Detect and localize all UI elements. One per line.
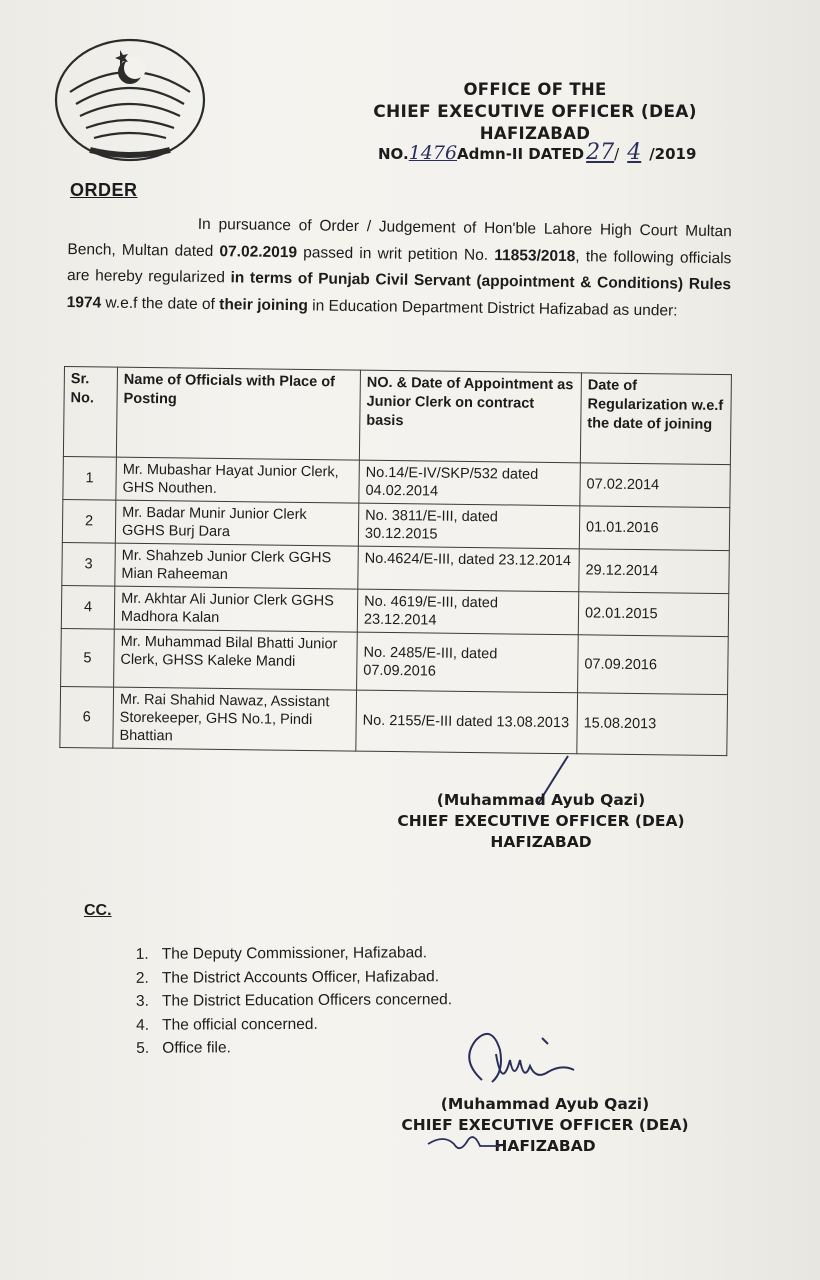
- header-appointment: NO. & Date of Appointment as Junior Clerk on contract basis: [359, 370, 581, 463]
- ref-number-handwritten: 1476: [408, 142, 458, 164]
- punjab-emblem-icon: [50, 32, 210, 162]
- signatory-title: CHIEF EXECUTIVE OFFICER (DEA): [401, 1116, 689, 1134]
- office-title-line3: HAFIZABAD: [479, 124, 591, 143]
- cc-label: CC.: [84, 902, 112, 919]
- signatory-name: (Muhammad Ayub Qazi): [436, 791, 646, 809]
- ref-year: /2019: [649, 145, 697, 163]
- list-item: 4. The official concerned.: [136, 1015, 318, 1034]
- initials-scribble-icon: [424, 1128, 504, 1158]
- office-title-line2: CHIEF EXECUTIVE OFFICER (DEA): [373, 102, 697, 122]
- table-row: 6 Mr. Rai Shahid Nawaz, Assistant Storekeeper, GHS No.1, Pindi Bhattian No. 2155/E-III dated 13.08.2013 15.08.2013: [60, 686, 728, 755]
- table-row: 3 Mr. Shahzeb Junior Clerk GGHS Mian Raheeman No.4624/E-III, dated 23.12.2014 29.12.2014: [62, 542, 729, 593]
- signature-block-1: [376, 790, 706, 853]
- reference-line: NO.1476Admn-II DATED27/ 4 /2019: [378, 140, 697, 165]
- office-title-line1: OFFICE OF THE: [463, 80, 607, 99]
- ref-month-handwritten: 4: [627, 140, 642, 165]
- order-paragraph: In pursuance of Order / Judgement of Hon'ble Lahore High Court Multan Bench, Multan dated 07.02.2019 passed in writ petition No. 11853/2018, the following officials are hereby regularized in terms of Punjab Civil Servant (appointment & Conditions) Rules 1974 w.e.f the date of their joining in Education Department District Hafizabad as under:: [66, 215, 732, 320]
- list-item: 3. The District Education Officers concerned.: [135, 991, 453, 1010]
- order-date: 07.02.2019: [219, 242, 298, 261]
- writ-number: 11853/2018: [494, 246, 576, 265]
- handwritten-signature-icon: [452, 1020, 592, 1100]
- signatory-title: CHIEF EXECUTIVE OFFICER (DEA): [397, 812, 685, 830]
- list-item: 2. The District Accounts Officer, Hafizabad.: [135, 967, 440, 987]
- table-row: 4 Mr. Akhtar Ali Junior Clerk GGHS Madhora Kalan No. 4619/E-III, dated 23.12.2014 02.01.2015: [61, 585, 728, 636]
- signatory-place: HAFIZABAD: [490, 833, 592, 851]
- header-sr: Sr. No.: [63, 367, 117, 458]
- table-row: 5 Mr. Muhammad Bilal Bhatti Junior Clerk, GHSS Kaleke Mandi No. 2485/E-III, dated 07.09.2016 07.09.2016: [61, 628, 729, 694]
- table-row: 1 Mr. Mubashar Hayat Junior Clerk, GHS Nouthen. No.14/E-IV/SKP/532 dated 04.02.2014 07.02.2014: [63, 456, 730, 507]
- list-item: 1. The Deputy Commissioner, Hafizabad.: [135, 944, 428, 963]
- header-regularization: Date of Regularization w.e.f the date of joining: [580, 373, 731, 465]
- list-item: 5. Office file.: [136, 1039, 231, 1057]
- ref-day-handwritten: 27: [586, 140, 615, 165]
- order-heading: ORDER: [70, 180, 138, 200]
- signatory-name: (Muhammad Ayub Qazi): [440, 1095, 650, 1113]
- cc-list: [136, 941, 453, 1060]
- table-row: 2 Mr. Badar Munir Junior Clerk GGHS Burj Dara No. 3811/E-III, dated 30.12.2015 01.01.2016: [62, 499, 729, 550]
- ref-prefix: NO.: [378, 145, 409, 163]
- rules-reference: in terms of Punjab Civil Servant (appointment & Conditions) Rules 1974: [66, 269, 732, 311]
- header-name: Name of Officials with Place of Posting: [116, 367, 360, 460]
- ref-middle: Admn-II DATED: [457, 145, 585, 163]
- signatory-place: HAFIZABAD: [494, 1137, 596, 1155]
- officials-table: [59, 366, 732, 756]
